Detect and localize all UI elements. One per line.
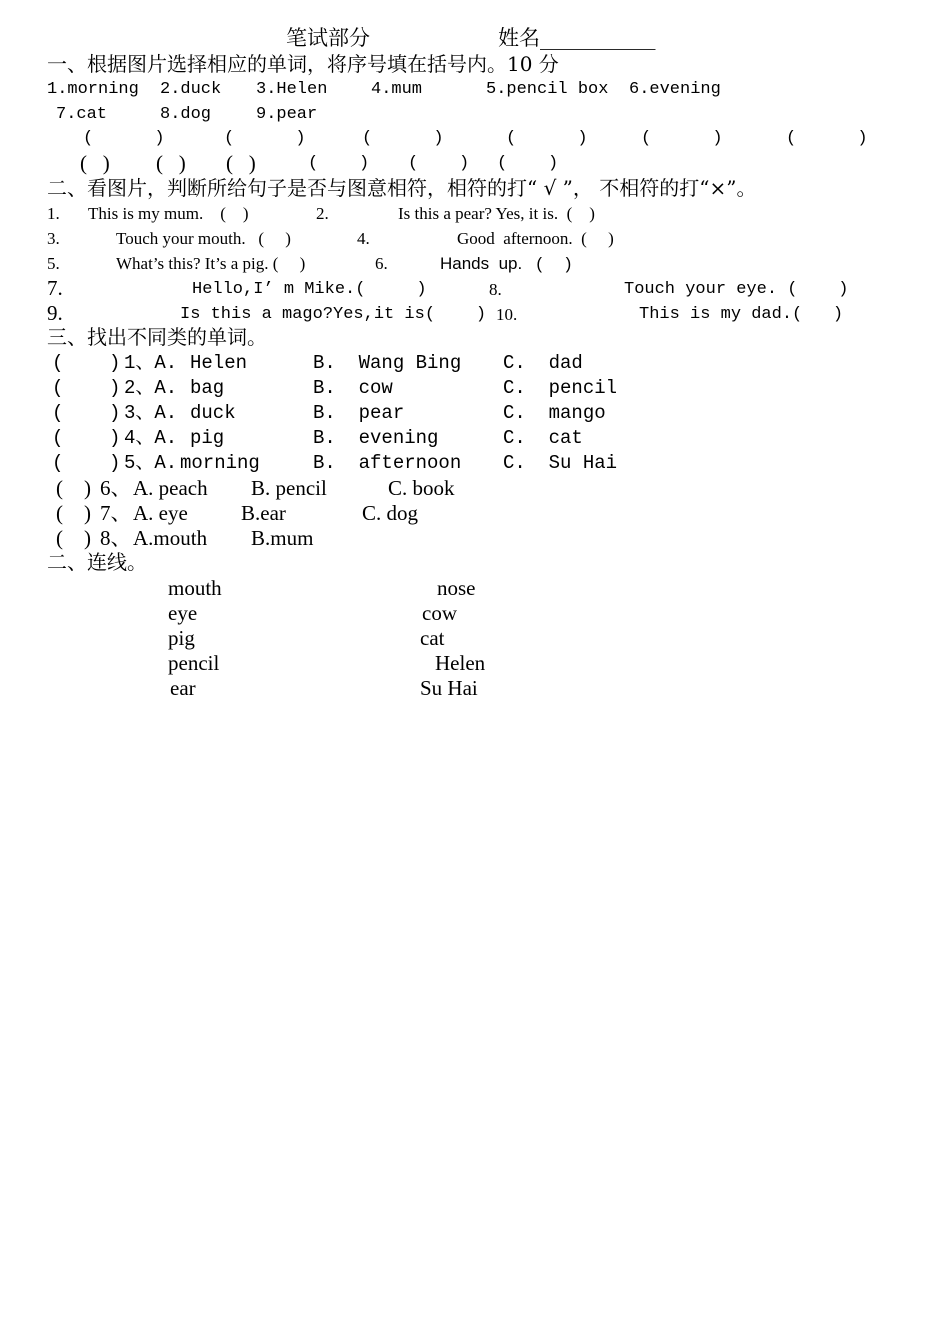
- option-c: C. Su Hai: [503, 452, 618, 474]
- word-option: 3.Helen: [256, 80, 328, 99]
- match-left-word[interactable]: pig: [168, 626, 195, 650]
- match-right-word[interactable]: cow: [422, 601, 457, 625]
- item-number: 9.: [47, 301, 63, 325]
- word-option: 1.morning: [47, 80, 139, 99]
- option-c: C. dad: [503, 352, 583, 374]
- answer-blank[interactable]: ( ): [308, 154, 370, 173]
- item-number: 3.: [47, 229, 60, 248]
- answer-blank[interactable]: ( ): [156, 151, 186, 175]
- answer-blank[interactable]: ( ): [52, 427, 121, 449]
- judge-sentence: Hands up. ( ): [440, 254, 572, 273]
- word-option: 4.mum: [371, 80, 423, 99]
- judge-sentence: Hello,I’ m Mike.( ): [192, 280, 427, 299]
- judge-sentence: This is my dad.( ): [639, 305, 844, 324]
- word-option: 9.pear: [256, 105, 318, 124]
- match-right-word[interactable]: cat: [420, 626, 445, 650]
- item-number: 1.: [47, 204, 60, 223]
- item-number: 7.: [47, 276, 63, 300]
- answer-blank[interactable]: ( ): [497, 154, 559, 173]
- item-number: 10.: [496, 305, 518, 324]
- judge-sentence: What’s this? It’s a pig. ( ): [116, 254, 306, 273]
- judge-sentence: Is this a mago?Yes,it is( ): [180, 305, 487, 324]
- option-c: C. mango: [503, 402, 606, 424]
- word-option: 8.dog: [160, 105, 212, 124]
- option-b: B. afternoon: [313, 452, 462, 474]
- judge-sentence: Good afternoon. ( ): [457, 229, 614, 248]
- answer-blank[interactable]: ( ): [641, 129, 723, 148]
- item-number: 1、A.: [124, 352, 178, 374]
- option-c: C. cat: [503, 427, 583, 449]
- answer-blank[interactable]: ( ): [52, 352, 121, 374]
- item-number: 8、: [100, 526, 132, 550]
- judge-sentence: Touch your eye. ( ): [624, 280, 849, 299]
- option-a: A.mouth: [133, 526, 208, 550]
- item-number: 2、A.: [124, 377, 178, 399]
- match-right-word[interactable]: Su Hai: [420, 676, 478, 700]
- option-a: morning: [180, 452, 260, 474]
- name-field-label: 姓名___________: [498, 26, 656, 50]
- option-a: A. eye: [133, 501, 188, 525]
- answer-blank[interactable]: ( ): [52, 377, 121, 399]
- item-number: 3、A.: [124, 402, 178, 424]
- item-number: 4.: [357, 229, 370, 248]
- option-c: C. book: [388, 476, 455, 500]
- option-b: B. pear: [313, 402, 405, 424]
- option-c: C. dog: [362, 501, 419, 525]
- word-option: 5.pencil box: [486, 80, 609, 99]
- answer-blank[interactable]: ( ): [506, 129, 588, 148]
- section-3-heading: 三、找出不同类的单词。: [47, 325, 267, 349]
- option-a: A. peach: [133, 476, 208, 500]
- match-left-word[interactable]: pencil: [168, 651, 220, 675]
- item-number: 5、A.: [124, 452, 178, 474]
- word-option: 2.duck: [160, 80, 222, 99]
- item-number: 2.: [316, 204, 329, 223]
- match-right-word[interactable]: nose: [437, 576, 476, 600]
- answer-blank[interactable]: ( ): [786, 129, 868, 148]
- judge-sentence: Touch your mouth. ( ): [116, 229, 291, 248]
- item-number: 6.: [375, 254, 388, 273]
- answer-blank[interactable]: ( ): [83, 129, 165, 148]
- item-number: 5.: [47, 254, 60, 273]
- page-title: 笔试部分: [286, 26, 370, 50]
- option-b: B.ear: [241, 501, 286, 525]
- word-option: 6.evening: [629, 80, 721, 99]
- judge-sentence: This is my mum. ( ): [88, 204, 249, 223]
- match-left-word[interactable]: ear: [170, 676, 196, 700]
- match-right-word[interactable]: Helen: [435, 651, 486, 675]
- judge-sentence: Is this a pear? Yes, it is. ( ): [398, 204, 595, 223]
- item-number: 6、: [100, 476, 132, 500]
- option-c: C. pencil: [503, 377, 618, 399]
- answer-blank[interactable]: ( ): [52, 452, 121, 474]
- option-a: Helen: [190, 352, 248, 374]
- item-number: 7、: [100, 501, 132, 525]
- match-left-word[interactable]: mouth: [168, 576, 222, 600]
- answer-blank[interactable]: ( ): [80, 151, 110, 175]
- answer-blank[interactable]: ( ): [226, 151, 256, 175]
- option-b: B. cow: [313, 377, 393, 399]
- option-b: B. Wang Bing: [313, 352, 462, 374]
- option-a: bag: [190, 377, 225, 399]
- section-2-heading: 二、看图片，判断所给句子是否与图意相符，相符的打“ √ ”， 不相符的打“×”。: [47, 176, 757, 200]
- item-number: 4、A.: [124, 427, 178, 449]
- option-a: duck: [190, 402, 236, 424]
- answer-blank[interactable]: ( ): [56, 476, 91, 500]
- answer-blank[interactable]: ( ): [224, 129, 306, 148]
- answer-blank[interactable]: ( ): [52, 402, 121, 424]
- match-left-word[interactable]: eye: [168, 601, 198, 625]
- answer-blank[interactable]: ( ): [362, 129, 444, 148]
- section-4-heading: 二、连线。: [47, 550, 147, 574]
- section-1-heading: 一、根据图片选择相应的单词，将序号填在括号内。10 分: [47, 52, 559, 76]
- option-b: B. pencil: [251, 476, 327, 500]
- option-b: B.mum: [251, 526, 314, 550]
- item-number: 8.: [489, 280, 502, 299]
- answer-blank[interactable]: ( ): [408, 154, 470, 173]
- option-a: pig: [190, 427, 225, 449]
- answer-blank[interactable]: ( ): [56, 501, 91, 525]
- answer-blank[interactable]: ( ): [56, 526, 91, 550]
- word-option: 7.cat: [56, 105, 108, 124]
- option-b: B. evening: [313, 427, 439, 449]
